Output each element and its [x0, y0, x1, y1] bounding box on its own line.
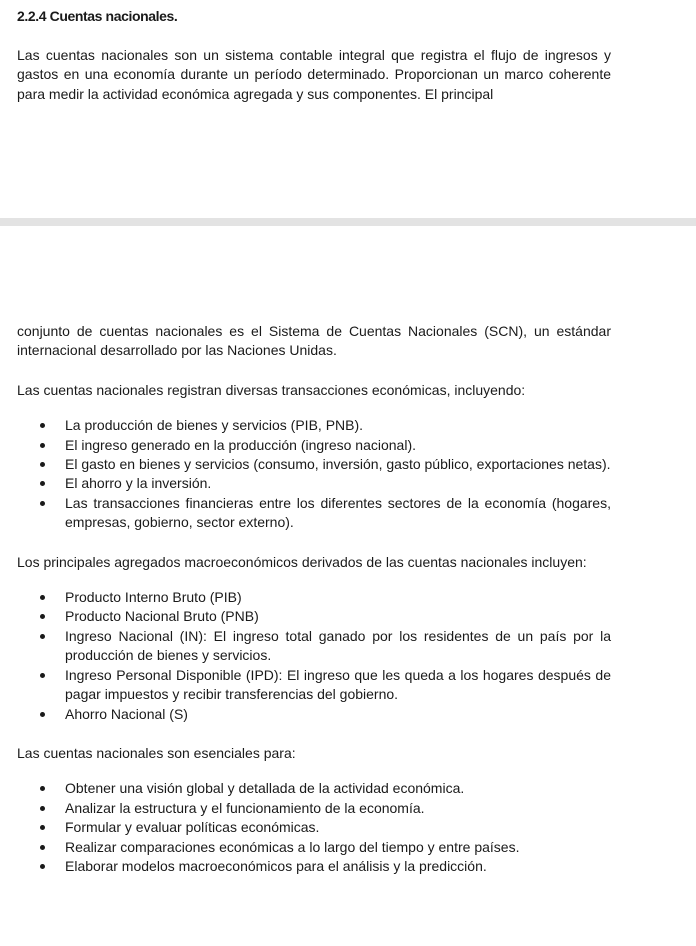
list-item: Obtener una visión global y detallada de la actividad económica. — [17, 779, 611, 798]
list-item: El ahorro y la inversión. — [17, 474, 611, 493]
transactions-lead: Las cuentas nacionales registran diversas transacciones económicas, incluyendo: — [17, 381, 526, 398]
list-item: La producción de bienes y servicios (PIB, PNB). — [17, 416, 611, 435]
page-1-content — [17, 7, 611, 104]
transactions-list — [17, 416, 611, 532]
page-1 — [0, 0, 696, 218]
list-item: Las transacciones financieras entre los diferentes sectores de la economía (hogares, empresas, gobierno, sector externo). — [17, 494, 611, 533]
uses-list — [17, 779, 611, 876]
list-item: Producto Interno Bruto (PIB) — [17, 588, 611, 607]
page-2-content — [17, 322, 611, 876]
page-separator — [0, 218, 696, 226]
section-heading: 2.2.4 Cuentas nacionales. — [17, 8, 178, 24]
list-item: El ingreso generado en la producción (ingreso nacional). — [17, 436, 611, 455]
aggregates-list — [17, 588, 611, 724]
list-item: El gasto en bienes y servicios (consumo, inversión, gasto público, exportaciones netas). — [17, 455, 611, 474]
list-item: Realizar comparaciones económicas a lo largo del tiempo y entre países. — [17, 838, 611, 857]
list-item: Ingreso Nacional (IN): El ingreso total ganado por los residentes de un país por la producción de bienes y servicios. — [17, 627, 611, 666]
list-item: Formular y evaluar políticas económicas. — [17, 818, 611, 837]
list-item: Ahorro Nacional (S) — [17, 705, 611, 724]
intro-paragraph: Las cuentas nacionales son un sistema contable integral que registra el flujo de ingresos y gastos en una economía durante un período determinado. Proporcionan un marco coherente para medir la actividad económica agregada y sus componentes. El principal — [17, 47, 611, 102]
list-item: Ingreso Personal Disponible (IPD): El ingreso que les queda a los hogares después de pagar impuestos y recibir transferencias del gobierno. — [17, 666, 611, 705]
list-item: Analizar la estructura y el funcionamiento de la economía. — [17, 799, 611, 818]
list-item: Elaborar modelos macroeconómicos para el análisis y la predicción. — [17, 857, 611, 876]
intro-continued-paragraph: conjunto de cuentas nacionales es el Sistema de Cuentas Nacionales (SCN), un estándar internacional desarrollado por las Naciones Unidas. — [17, 323, 611, 359]
page-2 — [0, 226, 696, 946]
uses-lead: Las cuentas nacionales son esenciales para: — [17, 744, 296, 761]
aggregates-lead: Los principales agregados macroeconómicos derivados de las cuentas nacionales incluyen: — [17, 553, 587, 570]
list-item: Producto Nacional Bruto (PNB) — [17, 607, 611, 626]
